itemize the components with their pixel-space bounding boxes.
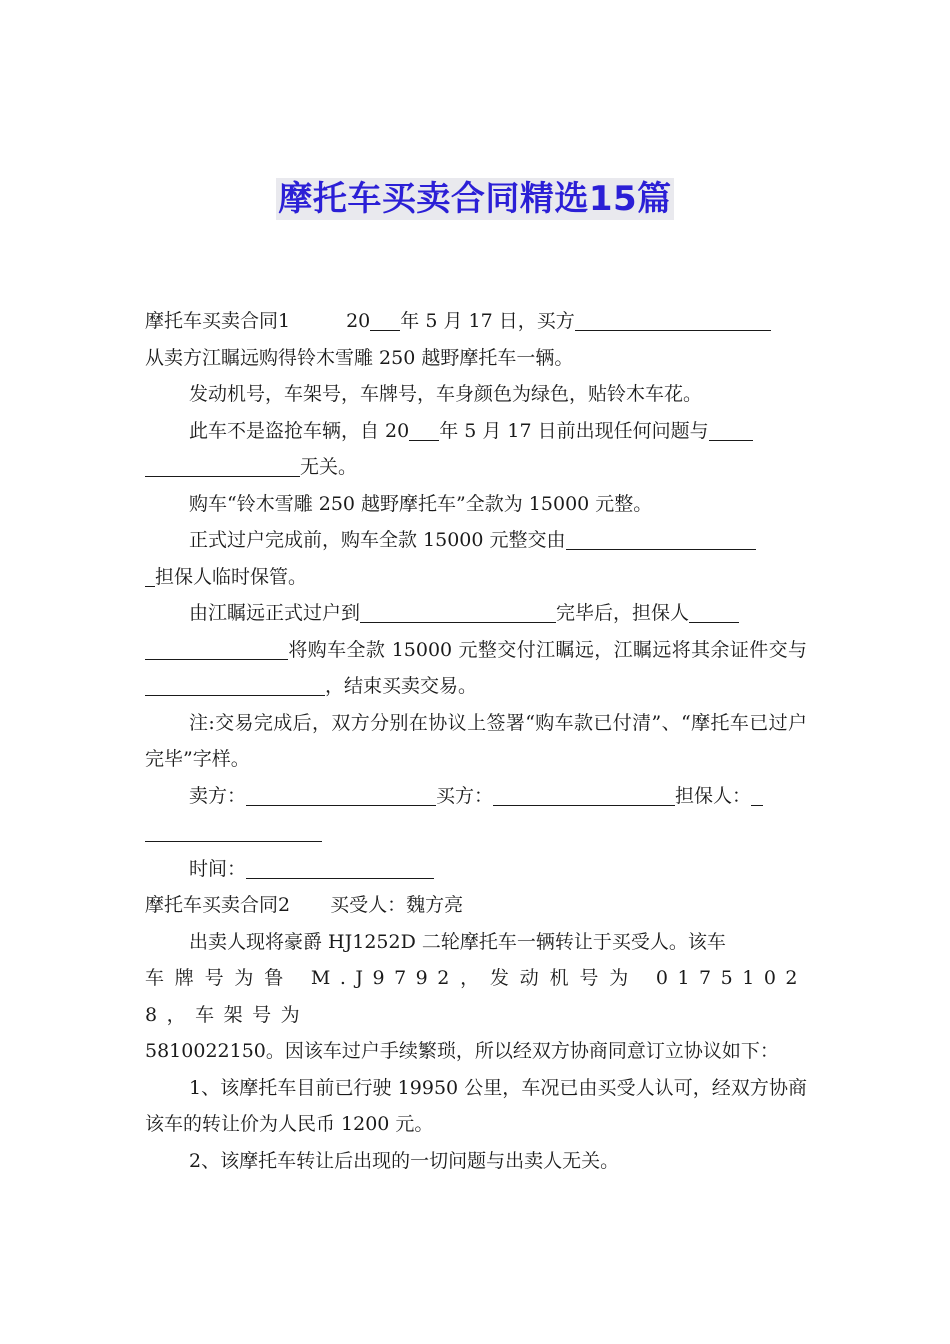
blank-guarantor-1: [689, 602, 739, 623]
blank-year-2: [409, 420, 439, 441]
title-container: [0, 178, 950, 220]
document-title: 摩托车买卖合同精选15篇: [278, 179, 672, 219]
transfer-text-c: 将购车全款 15000 元整交付江瞩远，江瞩远将其余证件交与: [288, 638, 807, 661]
date-year-prefix: 20: [346, 310, 371, 332]
clause-1: 1、该摩托车目前已行驶 19950 公里，车况已由买受人认可，经双方协商该车的转让价为人民币 1200 元。: [145, 1076, 807, 1135]
blank-transfer-to: [360, 602, 556, 623]
paragraph-vehicle-details: 发动机号，车架号，车牌号，车身颜色为绿色，贴铃木车花。: [189, 383, 703, 405]
blank-guarantor-2: [145, 639, 288, 660]
intro-text-b: 车牌号为鲁 M.J9792，发动机号为 01751028，车架号为: [145, 967, 807, 1026]
transfer-text-d: ，结束买卖交易。: [325, 675, 478, 697]
blank-guarantor-signature-2: [145, 821, 322, 842]
not-stolen-text-b: 年 5 月 17 日前出现任何问题与: [439, 419, 709, 442]
blank-escrow-holder: [566, 529, 756, 550]
paragraph-total-price: 购车“铃木雪雕 250 越野摩托车”全款为 15000 元整。: [189, 492, 653, 515]
guarantor-label: 担保人：: [675, 784, 752, 807]
blank-escrow-tail: [145, 566, 155, 587]
document-body: [145, 303, 807, 1179]
paragraph-escrow: [145, 522, 807, 595]
clause-2: 2、该摩托车转让后出现的一切问题与出卖人无关。: [189, 1149, 620, 1172]
not-stolen-text-a: 此车不是盗抢车辆，自 20: [189, 419, 410, 442]
escrow-text-a: 正式过户完成前，购车全款 15000 元整交由: [189, 529, 566, 551]
escrow-text-b: 担保人临时保管。: [155, 565, 308, 588]
date-buyer-text: 年 5 月 17 日，买方: [400, 310, 575, 332]
transfer-text-a: 由江瞩远正式过户到: [189, 602, 361, 624]
not-stolen-text-c: 无关。: [300, 456, 358, 478]
blank-party-1: [709, 420, 753, 441]
seller-label: 卖方：: [189, 784, 247, 807]
blank-documents-to: [145, 675, 325, 696]
blank-guarantor-signature-1: [751, 785, 763, 806]
paragraph-transfer-intro: [145, 924, 807, 1070]
paragraph-not-stolen: [145, 413, 807, 486]
blank-buyer: [575, 310, 771, 331]
contract1-heading: 摩托车买卖合同1: [145, 310, 291, 332]
buyer-name: 买受人：魏方亮: [330, 894, 464, 916]
paragraph-purchase: 从卖方江瞩远购得铃木雪雕 250 越野摩托车一辆。: [145, 346, 574, 369]
blank-time: [246, 858, 434, 879]
blank-party-2: [145, 456, 300, 477]
contract2-first-line: [145, 887, 807, 924]
time-label: 时间：: [189, 857, 247, 880]
paragraph-note: 注:交易完成后，双方分别在协议上签署“购车款已付清”、“摩托车已过户完毕”字样。: [145, 711, 807, 770]
signature-line: [145, 778, 807, 851]
transfer-text-b: 完毕后，担保人: [556, 602, 690, 624]
buyer-label: 买方：: [436, 784, 494, 807]
intro-text-a: 出卖人现将豪爵 HJ1252D 二轮摩托车一辆转让于买受人。该车: [189, 930, 726, 953]
paragraph-transfer: [145, 595, 807, 705]
contract2-heading: 摩托车买卖合同2: [145, 894, 291, 916]
blank-buyer-signature: [493, 785, 675, 806]
contract1-first-line: [145, 303, 807, 340]
time-line: [145, 851, 807, 888]
blank-year: [370, 310, 400, 331]
intro-text-c: 5810022150。因该车过户手续繁琐，所以经双方协商同意订立协议如下：: [145, 1040, 779, 1062]
blank-seller-signature: [246, 785, 436, 806]
